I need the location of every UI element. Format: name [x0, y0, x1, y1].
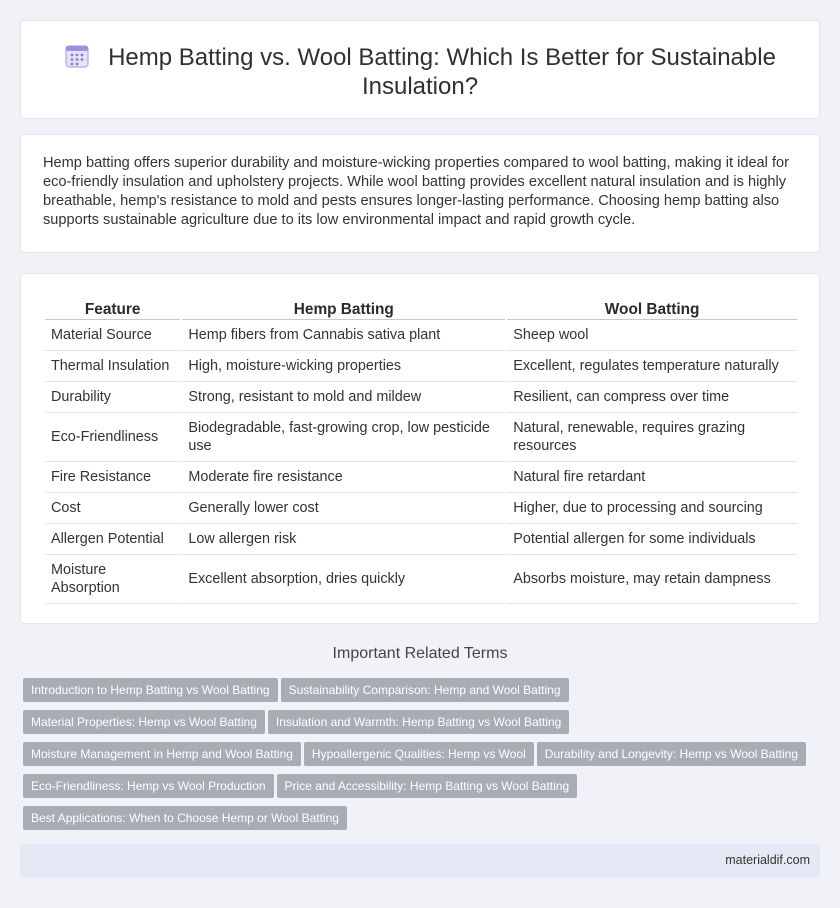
intro-paragraph: Hemp batting offers superior durability and moisture-wicking properties compared to wool batting, making it ideal for eco-friendly insulation and upholstery projects. While wool batting provides excellent natural insulation and is highly breathable, hemp's resistance to mold and pests ensures longer-lasting performance. Choosing hemp batting also supports sustainable agriculture due to its low environmental impact and rapid growth cycle.	[43, 155, 789, 228]
table-cell: Resilient, can compress over time	[507, 382, 797, 413]
table-cell: Eco-Friendliness	[45, 413, 180, 462]
page-title-wrap	[61, 43, 779, 101]
related-term-link[interactable]: Sustainability Comparison: Hemp and Wool Batting	[281, 678, 569, 702]
table-cell: Moisture Absorption	[45, 555, 180, 604]
site-domain[interactable]: materialdif.com	[725, 853, 810, 867]
footer	[20, 844, 820, 878]
related-terms-list	[23, 678, 823, 838]
table-cell: Natural fire retardant	[507, 462, 797, 493]
tag-row	[23, 806, 823, 838]
table-cell: Cost	[45, 493, 180, 524]
table-cell: Excellent absorption, dries quickly	[182, 555, 505, 604]
table-cell: Absorbs moisture, may retain dampness	[507, 555, 797, 604]
table-row	[45, 462, 797, 493]
table-row	[45, 382, 797, 413]
intro-card	[20, 134, 820, 253]
page-title: Hemp Batting vs. Wool Batting: Which Is Better for Sustainable Insulation?	[108, 44, 776, 100]
table-row	[45, 413, 797, 462]
table-cell: Sheep wool	[507, 320, 797, 351]
tag-row	[23, 678, 823, 710]
tag-row	[23, 774, 823, 806]
tag-row	[23, 710, 823, 742]
table-header-row	[45, 295, 797, 320]
related-term-link[interactable]: Eco-Friendliness: Hemp vs Wool Production	[23, 774, 274, 798]
table-cell: Excellent, regulates temperature naturally	[507, 351, 797, 382]
table-cell: Moderate fire resistance	[182, 462, 505, 493]
related-term-link[interactable]: Price and Accessibility: Hemp Batting vs Wool Batting	[277, 774, 578, 798]
related-terms-title: Important Related Terms	[332, 645, 508, 662]
table-cell: Higher, due to processing and sourcing	[507, 493, 797, 524]
table-cell: Generally lower cost	[182, 493, 505, 524]
calendar-grid-icon	[64, 43, 90, 69]
related-term-link[interactable]: Material Properties: Hemp vs Wool Batting	[23, 710, 265, 734]
table-row	[45, 555, 797, 604]
related-term-link[interactable]: Insulation and Warmth: Hemp Batting vs Wool Batting	[268, 710, 569, 734]
related-term-link[interactable]: Durability and Longevity: Hemp vs Wool Batting	[537, 742, 806, 766]
table-cell: High, moisture-wicking properties	[182, 351, 505, 382]
related-term-link[interactable]: Moisture Management in Hemp and Wool Batting	[23, 742, 301, 766]
related-term-link[interactable]: Introduction to Hemp Batting vs Wool Batting	[23, 678, 278, 702]
table-cell: Allergen Potential	[45, 524, 180, 555]
comparison-table	[43, 295, 799, 604]
table-row	[45, 493, 797, 524]
table-cell: Thermal Insulation	[45, 351, 180, 382]
table-cell: Low allergen risk	[182, 524, 505, 555]
table-cell: Hemp fibers from Cannabis sativa plant	[182, 320, 505, 351]
related-term-link[interactable]: Best Applications: When to Choose Hemp or Wool Batting	[23, 806, 347, 830]
title-card	[20, 20, 820, 119]
header-feature: Feature	[45, 295, 180, 320]
comparison-table-card	[20, 273, 820, 624]
table-cell: Material Source	[45, 320, 180, 351]
table-cell: Strong, resistant to mold and mildew	[182, 382, 505, 413]
table-cell: Fire Resistance	[45, 462, 180, 493]
header-hemp-batting: Hemp Batting	[182, 295, 505, 320]
header-wool-batting: Wool Batting	[507, 295, 797, 320]
table-cell: Durability	[45, 382, 180, 413]
table-cell: Natural, renewable, requires grazing resources	[507, 413, 797, 462]
table-cell: Biodegradable, fast-growing crop, low pesticide use	[182, 413, 505, 462]
table-row	[45, 320, 797, 351]
related-term-link[interactable]: Hypoallergenic Qualities: Hemp vs Wool	[304, 742, 534, 766]
tag-row	[23, 742, 823, 774]
table-row	[45, 524, 797, 555]
table-cell: Potential allergen for some individuals	[507, 524, 797, 555]
table-row	[45, 351, 797, 382]
